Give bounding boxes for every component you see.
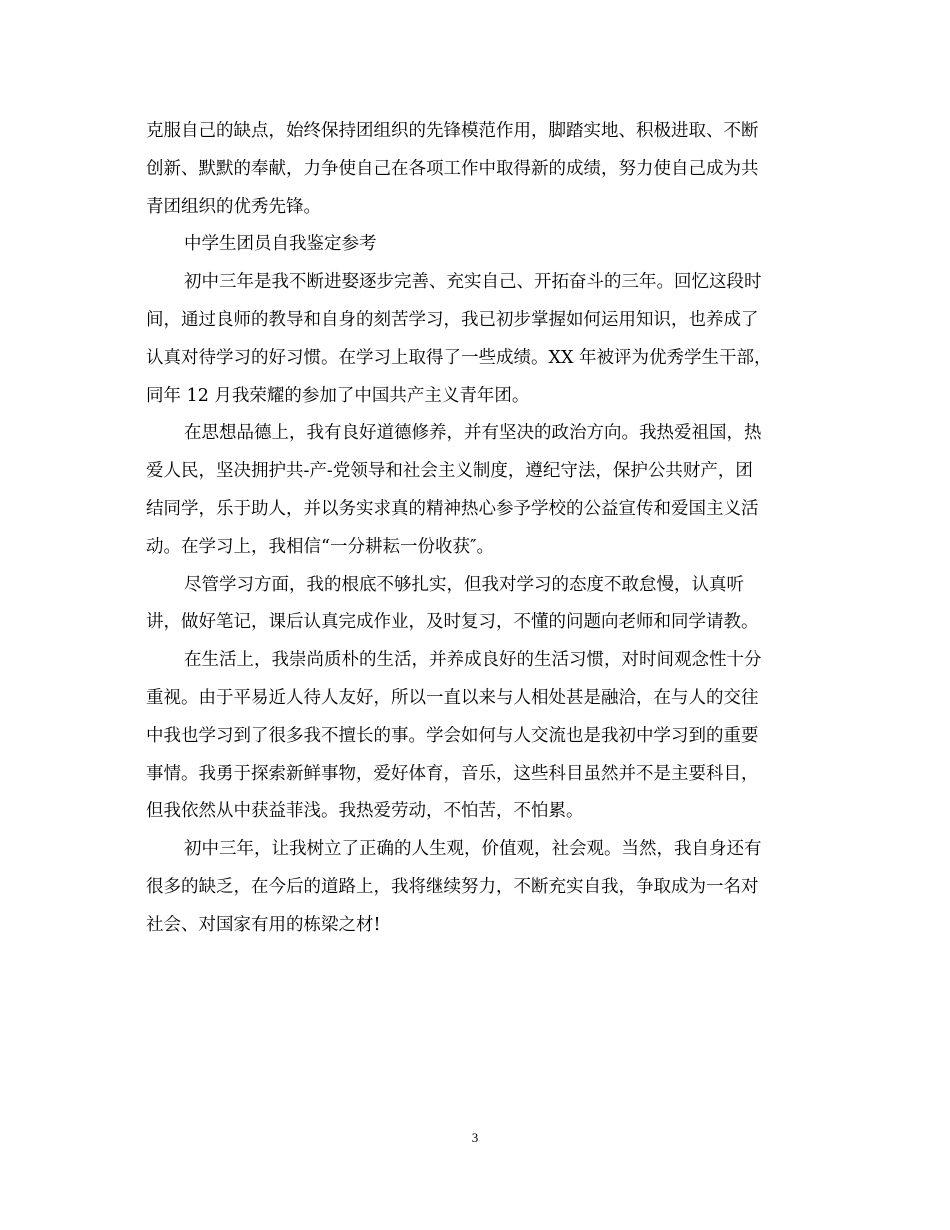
- document-body: [146, 113, 806, 945]
- text-line: 在思想品德上，我有良好道德修养，并有坚决的政治方向。我热爱祖国，热: [184, 423, 762, 444]
- text-line: 社会、对国家有用的栋梁之材!: [146, 914, 381, 935]
- text-line: 认真对待学习的好习惯。在学习上取得了一些成绩。XX 年被评为优秀学生干部，: [146, 347, 772, 368]
- text-line: 爱人民，坚决拥护共-产-党领导和社会主义制度，遵纪守法，保护公共财产，团: [146, 461, 753, 482]
- text-line: 中我也学习到了很多我不擅长的事。学会如何与人交流也是我初中学习到的重要: [146, 725, 759, 746]
- page-number: 3: [471, 1130, 479, 1145]
- section-heading: [146, 226, 806, 264]
- paragraph: [146, 831, 806, 944]
- text-line: 尽管学习方面，我的根底不够扎实，但我对学习的态度不敢怠慢，认真听: [184, 574, 744, 595]
- text-line: 事情。我勇于探索新鲜事物，爱好体育，音乐，这些科目虽然并不是主要科目，: [146, 763, 759, 784]
- paragraph: [146, 264, 806, 415]
- text-line: 很多的缺乏，在今后的道路上，我将继续努力，不断充实自我，争取成为一名对: [146, 876, 759, 897]
- paragraph: [146, 642, 806, 831]
- text-line: 初中三年是我不断进娶逐步完善、充实自己、开拓奋斗的三年。回忆这段时: [184, 272, 762, 293]
- text-line: 同年 12 月我荣耀的参加了中国共产主义青年团。: [146, 385, 530, 406]
- text-line: 动。在学习上，我相信“一分耕耘一份收获″。: [146, 536, 494, 557]
- text-line: 但我依然从中获益菲浅。我热爱劳动，不怕苦，不怕累。: [146, 801, 584, 822]
- text-line: 重视。由于平易近人待人友好，所以一直以来与人相处甚是融洽，在与人的交往: [146, 687, 759, 708]
- text-line: 在生活上，我崇尚质朴的生活，并养成良好的生活习惯，对时间观念性十分: [184, 650, 762, 671]
- text-line: 讲，做好笔记，课后认真完成作业，及时复习，不懂的问题向老师和同学请教。: [146, 612, 759, 633]
- paragraph: [146, 567, 806, 643]
- paragraph: [146, 415, 806, 566]
- text-line: 结同学，乐于助人，并以务实求真的精神热心参予学校的公益宣传和爱国主义活: [146, 498, 759, 519]
- text-line: 创新、默默的奉献，力争使自己在各项工作中取得新的成绩，努力使自己成为共: [146, 158, 759, 179]
- text-line: 青团组织的优秀先锋。: [146, 196, 321, 217]
- text-line: 克服自己的缺点，始终保持团组织的先锋模范作用，脚踏实地、积极进取、不断: [146, 121, 759, 141]
- heading-line: 中学生团员自我鉴定参考: [184, 234, 377, 255]
- paragraph: [146, 113, 806, 226]
- text-line: 初中三年，让我树立了正确的人生观，价值观，社会观。当然，我自身还有: [184, 839, 762, 860]
- text-line: 间，通过良师的教导和自身的刻苦学习，我已初步掌握如何运用知识，也养成了: [146, 309, 759, 330]
